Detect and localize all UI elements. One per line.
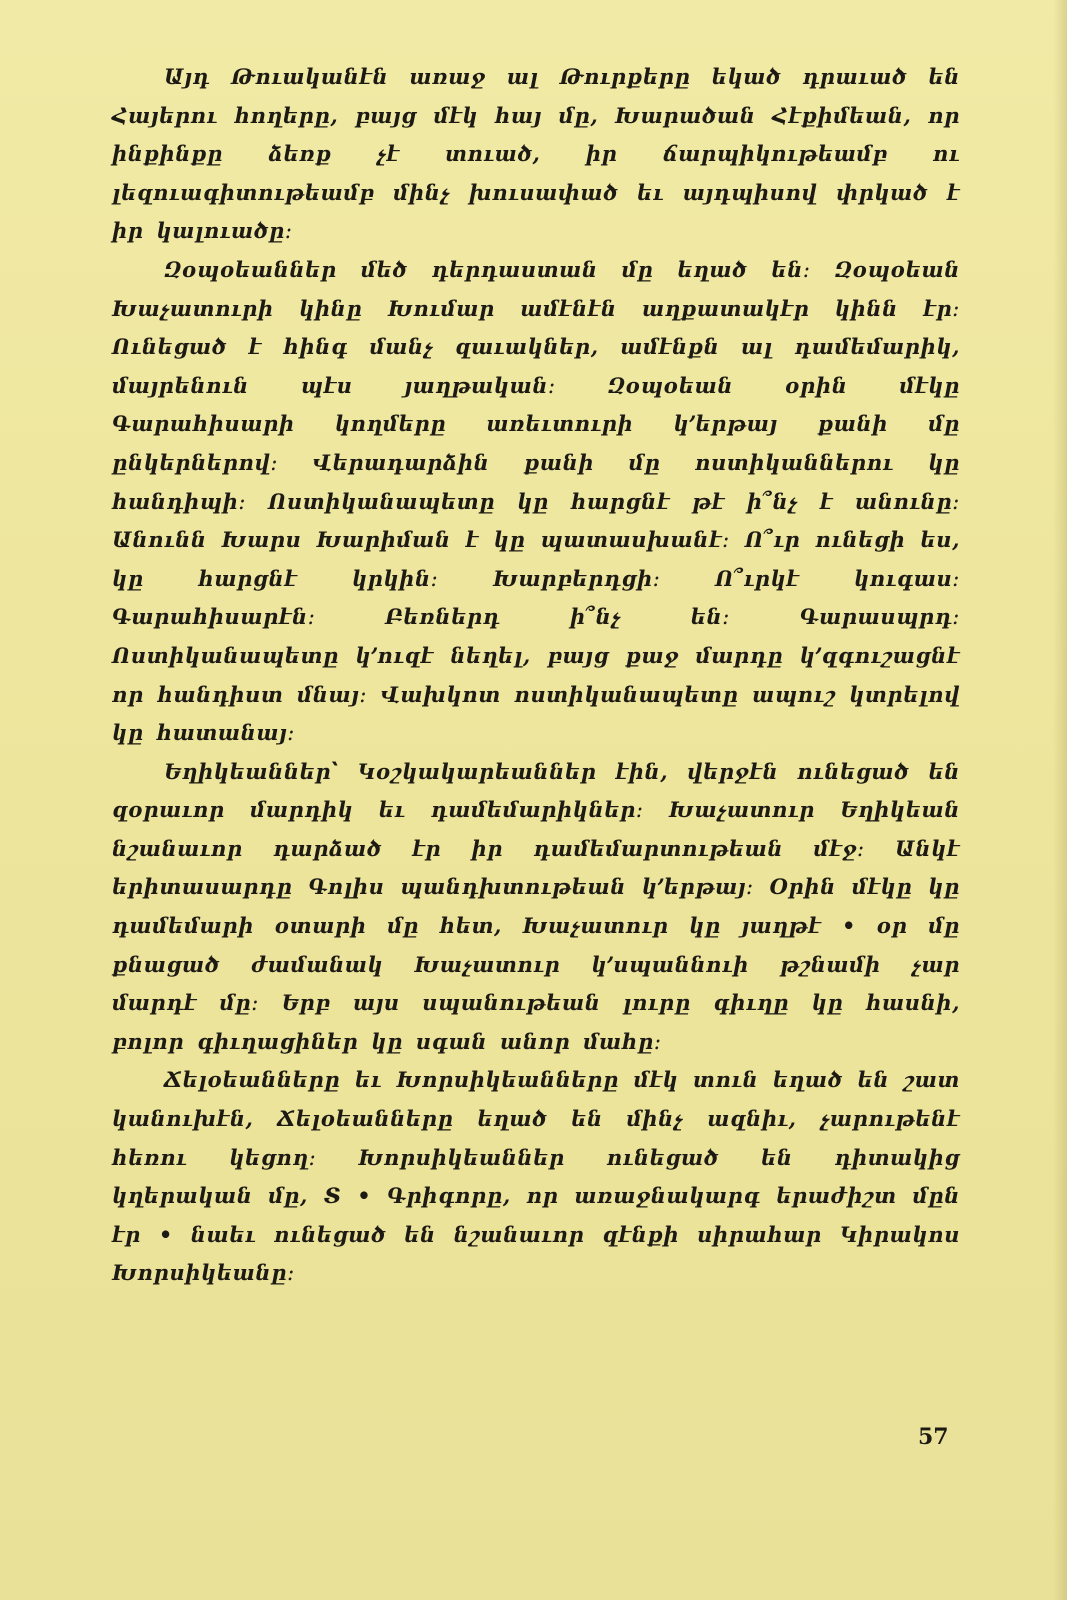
page-number: 57 (918, 1424, 949, 1450)
paragraph-1: Այդ Թուականէն առաջ ալ Թուրքերը եկած դրաւած են Հայերու հողերը, բայց մէկ հայ մը, Խարածան Հէքիմեան, որ ինքինքը ձեռք չէ տուած, իր ճարպիկութեամբ ու լեզուագիտութեամբ մինչ խուսափած եւ այդպիսով փրկած է իր կալուածը։ (112, 64, 960, 244)
paragraph-3: Եղիկեաններ՝ Կօշկակարեաններ էին, վերջէն ունեցած են զօրաւոր մարդիկ եւ դամեմարիկներ։ Խաչատուր Եղիկեան նշանաւոր դարձած էր իր դամեմարտութեան մէջ։ Անկէ երիտասարդը Գոլիս պանդխտութեան կ՚երթայ։ Օրին մէկը կը դամեմարի օտարի մը հետ, Խաչատուր կը յաղթէ • օր մը քնացած ժամանակ Խաչատուր կ՚սպաննուի թշնամի չար մարդէ մը։ Երբ այս սպանութեան լուրը գիւղը կը հասնի, բոլոր գիւղացիներ կը սգան անոր մահը։ (112, 758, 960, 1054)
paragraph-4: Ճելօեանները եւ Խորսիկեանները մէկ տուն եղած են շատ կանուխէն, Ճելօեանները եղած են մինչ ազնիւ, չարութենէ հեռու կեցող։ Խորսիկեաններ ունեցած են դիտակից կղերական մը, Տ • Գրիգորը, որ առաջնակարգ երաժիշտ մըն էր • նաեւ ունեցած են նշանաւոր զէնքի սիրահար Կիրակոս Խորսիկեանը։ (112, 1067, 960, 1286)
page-body-text (112, 58, 960, 1293)
page-edge-shadow (1053, 0, 1067, 1600)
paragraph-2: Զօպօեաններ մեծ դերդաստան մը եղած են։ Զօպօեան Խաչատուրի կինը Խումար ամէնէն աղքատակէր կինն էր։ Ունեցած է հինգ մանչ զաւակներ, ամէնքն ալ դամեմարիկ, մայրենուն պէս յաղթական։ Զօպօեան օրին մէկը Գարահիսարի կողմերը առեւտուրի կ՚երթայ քանի մը ընկերներով։ Վերադարձին քանի մը ոստիկաններու կը հանդիպի։ Ոստիկանապետը կը հարցնէ թէ ի՞նչ է անունը։ Անունն Խարս Խարիման է կը պատասխանէ։ Ո՞ւր ունեցի ես, կը հարցնէ կրկին։ Խարբերդցի։ Ո՞ւրկէ կուգաս։ Գարահիսարէն։ Բեռներդ ի՞նչ են։ Գարասպրդ։ Ոստիկանապետը կ՚ուզէ նեղել, բայց քաջ մարդը կ՚զգուշացնէ որ հանդիստ մնայ։ Վախկոտ ոստիկանապետը ապուշ կտրելով կը հատանայ։ (112, 256, 960, 746)
